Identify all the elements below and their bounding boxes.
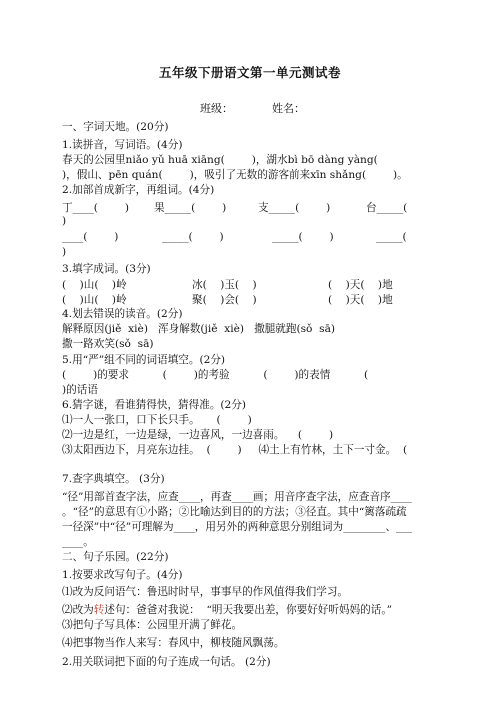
name-label: 姓名： [272, 102, 305, 115]
question-text: 一径深”中“径”可理解为____，用另外的两种意思分别组词为________、___ [62, 521, 412, 533]
riddle: ⑶太阳西边下，月亮东边挂。 ( ) ⑷土上有竹林，土下一寸金。 ( [62, 444, 408, 456]
section-heading: 一、字词天地。(20分) [62, 121, 169, 133]
idiom-blank: 聚( )会( ) [192, 294, 257, 306]
question-title: 1.按要求改写句子。(4分) [62, 569, 183, 581]
idiom-row [62, 277, 422, 292]
radical-blank: _____( [376, 231, 407, 243]
riddle: ⑵一边是红，一边是绿，一边喜风，一边喜雨。 ( ) [62, 429, 334, 441]
question-title: 5.用“严”组不同的词语填空。(2分) [62, 354, 226, 366]
question-title: 4.划去错误的读音。(2分) [62, 308, 183, 320]
radical-blank: _____( ) [272, 231, 334, 243]
idiom-blank: 冰( )玉( ) [192, 279, 257, 291]
highlighted-char: 转 [93, 604, 105, 616]
page-title: 五年级下册语文第一单元测试卷 [158, 65, 341, 80]
rewrite-item-rest: 述句：爸爸对我说： “明天我要出差，你要好好听妈妈的话。” [104, 604, 393, 616]
radical-blank: ____( ) [62, 231, 119, 243]
idiom-blank: ( )山( )岭 [62, 279, 127, 291]
question-text: )，假山、pēn quán( )，吸引了无数的游客前来xīn shǎng( )。 [62, 169, 408, 181]
question-title: 3.填字成词。(3分) [62, 263, 151, 275]
question-title: 7.查字典填空。 (3分) [62, 473, 165, 485]
question-text: ____。 [62, 536, 94, 548]
question-text: 春天的公园里niǎo yǔ huā xiāng( )，湖水bì bō dàng yàng( [62, 154, 378, 166]
radical-row-end: ) [62, 246, 67, 258]
radical-blank: _____( ) [162, 231, 224, 243]
radical-row [62, 200, 422, 215]
radical-row [62, 231, 422, 246]
question-text: ( )的要求 ( )的考验 ( )的表情 ( [62, 369, 369, 381]
rewrite-item [62, 603, 392, 618]
question-title: 2.用关联词把下面的句子连成一句话。 (2分) [62, 656, 271, 668]
radical-blank: 台_____( [366, 202, 408, 214]
rewrite-item-prefix: ⑵改为 [62, 604, 94, 616]
question-text: 。“径”的意思有①小路；②比喻达到目的的方法；③径直。其中“篱落疏疏 [62, 506, 407, 518]
idiom-blank: ( )天( )地 [328, 294, 393, 306]
idiom-blank: ( )山( )岭 [62, 294, 127, 306]
radical-blank: 支_____( ) [258, 202, 331, 214]
question-title: 2.加部首成新字，再组词。(4分) [62, 184, 215, 196]
section-heading: 二、句子乐园。(22分) [62, 551, 169, 563]
radical-blank: 果_____( ) [154, 202, 227, 214]
question-title: 6.猜字谜，看谁猜得快，猜得准。(2分) [62, 399, 247, 411]
question-text: 解释原因(jiě xiè) 浑身解数(jiě xiè) 撒腿就跑(sǒ sā) [62, 323, 336, 335]
idiom-row [62, 292, 422, 307]
riddle: ⑴一人一张口，口下长只手。 ( ) [62, 414, 252, 426]
class-label: 班级： [200, 102, 233, 115]
question-title: 1.读拼音，写词语。(4分) [62, 139, 183, 151]
rewrite-item: ⑷把事物当作人来写：春风中，柳枝随风飘荡。 [62, 637, 285, 649]
radical-row-end: ) [62, 215, 67, 227]
question-text: “径”用部首查字法，应查____，再查____画；用音序查字法，应查音序____ [62, 491, 412, 503]
rewrite-item: ⑴改为反问语气：鲁迅时时早，事事早的作风值得我们学习。 [62, 586, 349, 598]
student-info [0, 100, 500, 116]
question-text: 撒一路欢笑(sǒ sā) [62, 338, 154, 350]
question-text: )的话语 [62, 384, 98, 396]
radical-blank: 丁____( ) [62, 202, 129, 214]
rewrite-item: ⑶把句子写具体：公园里开满了鲜花。 [62, 619, 243, 631]
idiom-blank: ( )天( )地 [328, 279, 393, 291]
